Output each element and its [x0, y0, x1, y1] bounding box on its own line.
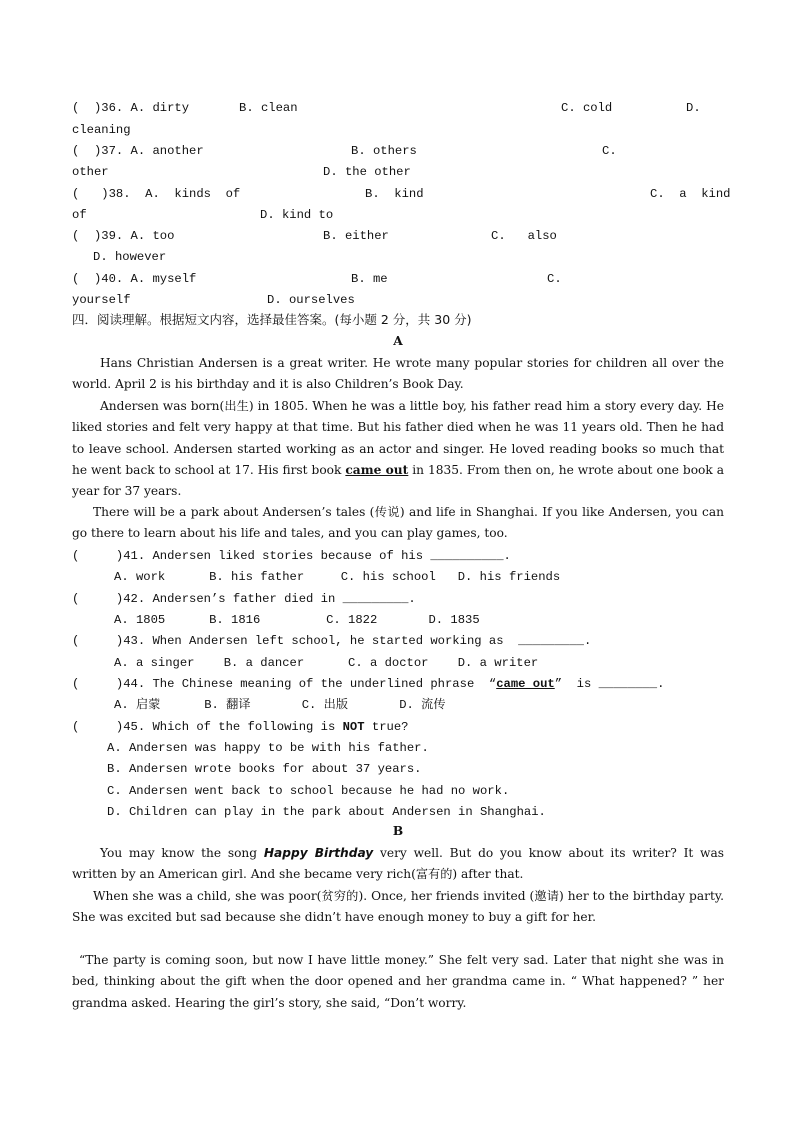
- passage-a-paragraph-2: [72, 396, 724, 502]
- passage-b-label: B: [392, 824, 404, 838]
- q40-c: C.: [547, 272, 562, 286]
- q40-d: D. ourselves: [267, 293, 355, 307]
- q43-options: A. a singer B. a dancer C. a doctor D. a writer: [114, 656, 539, 670]
- q38-c: C. a kind: [650, 187, 731, 201]
- q45-stem-before: ( )45. Which of the following is: [72, 720, 343, 734]
- q39-d: D. however: [93, 250, 167, 264]
- passage-b-paragraph-3: “The party is coming soon, but now I have little money.” She felt very sad. Later that night she was in bed, thinking about the gift when the door opened and her grandma came in. “ What happened? ” her grandma asked. Hearing the girl’s story, she said, “Don’t worry.: [72, 953, 724, 1010]
- pb1-before: You may know the song: [100, 846, 264, 860]
- passage-a-paragraph-1: Hans Christian Andersen is a great writer. He wrote many popular stories for children all over the world. April 2 is his birthday and it is also Children’s Book Day.: [72, 356, 724, 392]
- passage-a-label: A: [393, 334, 403, 348]
- q45-option-c: C. Andersen went back to school because he had no work.: [107, 784, 510, 798]
- passage-b-paragraph-2: When she was a child, she was poor(贫穷的). Once, her friends invited (邀请) her to the birthday party. She was excited but sad because she didn’t have enough money to buy a gift for her.: [72, 889, 724, 925]
- q45-option-d: D. Children can play in the park about Andersen in Shanghai.: [107, 805, 546, 819]
- q44-options: A. 启蒙 B. 翻译 C. 出版 D. 流传: [114, 698, 446, 712]
- q42-stem: ( )42. Andersen’s father died in _________.: [72, 592, 416, 606]
- q45-option-b: B. Andersen wrote books for about 37 years.: [107, 762, 422, 776]
- q36-c: C. cold: [561, 101, 613, 115]
- q44-underlined-phrase: came out: [496, 677, 555, 691]
- q43-stem: ( )43. When Andersen left school, he started working as _________.: [72, 634, 592, 648]
- q37-b: B. others: [351, 144, 417, 158]
- p2-text-after: in 1835. From then on, he wrote about one book a year for 37 years.: [72, 462, 724, 499]
- q36-wrap: cleaning: [72, 123, 131, 137]
- passage-a-paragraph-3: There will be a park about Andersen’s tales (传说) and life in Shanghai. If you like Andersen, you can go there to learn about his life and tales, and you can play games, too.: [72, 505, 724, 541]
- q45-option-a: A. Andersen was happy to be with his father.: [107, 741, 429, 755]
- q40-a: ( )40. A. myself: [72, 272, 197, 286]
- q42-options: A. 1805 B. 1816 C. 1822 D. 1835: [114, 613, 480, 627]
- q37-d: D. the other: [323, 165, 411, 179]
- q38-a: ( )38. A. kinds of: [72, 187, 241, 201]
- q44-stem-after: ” is ________.: [554, 677, 665, 691]
- q37-a: ( )37. A. another: [72, 144, 204, 158]
- pb1-after: very well. But do you know about its writer? It was written by an American girl. And she became very rich(富有的) after that.: [72, 846, 724, 882]
- q39-a: ( )39. A. too: [72, 229, 175, 243]
- q45-stem: [72, 719, 408, 735]
- q45-not: NOT: [342, 720, 365, 734]
- q38-d: D. kind to: [260, 208, 334, 222]
- section-heading: 四．阅读理解。根据短文内容，选择最佳答案。(每小题 2 分，共 30 分): [72, 312, 472, 327]
- passage-b-paragraph-1: [72, 843, 724, 886]
- q39-c: C. also: [491, 229, 557, 243]
- q40-b: B. me: [351, 272, 388, 286]
- q44-stem: [72, 676, 664, 692]
- q37-wrap: other: [72, 165, 109, 179]
- song-title: Happy Birthday: [263, 846, 374, 860]
- q36-d: D.: [686, 101, 701, 115]
- q36-b: B. clean: [239, 101, 298, 115]
- q44-stem-before: ( )44. The Chinese meaning of the underlined phrase “: [72, 677, 497, 691]
- q37-c: C.: [602, 144, 617, 158]
- q39-b: B. either: [323, 229, 389, 243]
- q38-b: B. kind: [365, 187, 424, 201]
- q36-a: ( )36. A. dirty: [72, 101, 190, 115]
- q41-options: A. work B. his father C. his school D. his friends: [114, 570, 561, 584]
- q38-wrap: of: [72, 208, 87, 222]
- q40-wrap: yourself: [72, 293, 131, 307]
- q45-stem-after: true?: [364, 720, 409, 734]
- p2-text-before: Andersen was born(出生) in 1805. When he was a little boy, his father read him a story every day. He liked stories and felt very happy at that time. But his father died when he was 11 years old. Then he had to leave school. Andersen started working as an actor and singer. He loved reading books so much that he went back to school at 17. His first book: [72, 399, 724, 477]
- underlined-phrase: came out: [345, 462, 409, 477]
- q41-stem: ( )41. Andersen liked stories because of his __________.: [72, 549, 511, 563]
